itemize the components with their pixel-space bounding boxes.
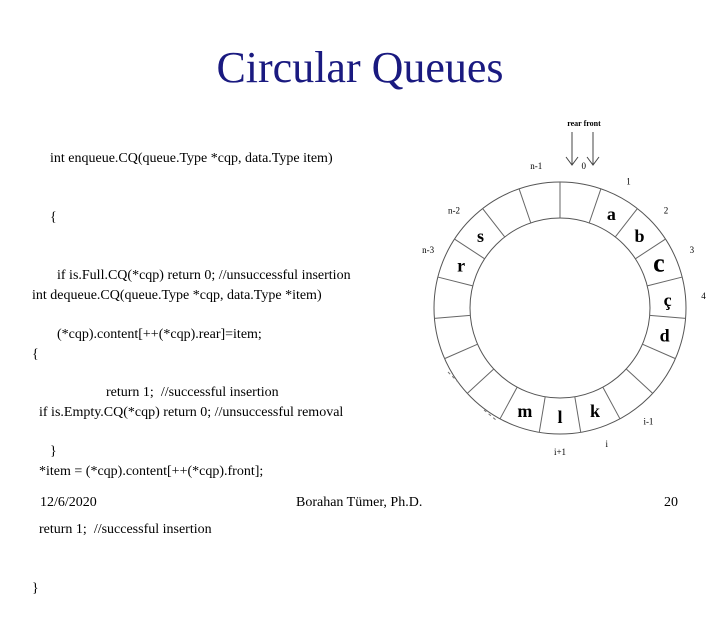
slot-content: d: [659, 325, 670, 346]
slot-index-label: n-3: [422, 245, 435, 256]
code-line: if is.Empty.CQ(*cqp) return 0; //unsuccessful removal: [32, 405, 344, 420]
slot-index-label: i: [605, 439, 609, 450]
footer-author: Borahan Tümer, Ph.D.: [296, 495, 423, 510]
slot-divider: [500, 387, 517, 419]
slot-content: b: [634, 225, 645, 246]
code-line: {: [50, 209, 57, 225]
footer-date: 12/6/2020: [40, 495, 97, 510]
slot-divider: [483, 209, 505, 237]
slot-content: l: [557, 407, 563, 427]
slot-content: c: [653, 248, 665, 278]
slot-content: k: [590, 401, 601, 422]
code-line: (*cqp).content[++(*cqp).rear]=item;: [50, 326, 262, 342]
code-line: int enqueue.CQ(queue.Type *cqp, data.Type item): [50, 151, 333, 166]
slot-index-label: 4: [701, 291, 706, 302]
slot-divider: [650, 315, 686, 318]
code-line: if is.Full.CQ(*cqp) return 0; //unsuccessful insertion: [50, 268, 351, 283]
slot-index-label: n-1: [530, 160, 543, 171]
ring-outer: [434, 182, 686, 434]
slot-divider: [445, 344, 478, 358]
slide-title: Circular Queues: [216, 43, 504, 92]
slot-divider: [603, 387, 620, 419]
rear-front-label: rear front: [567, 119, 601, 128]
slot-divider: [434, 315, 470, 318]
slot-index-label: n-2: [448, 205, 461, 216]
code-line: }: [50, 443, 57, 459]
slot-divider: [575, 397, 581, 433]
slot-content: m: [517, 401, 533, 422]
slot-divider: [626, 369, 652, 393]
slot-content: s: [477, 225, 485, 246]
slot-index-label: 2: [663, 205, 669, 216]
slot-content: r: [457, 255, 466, 276]
ring-inner: [470, 218, 650, 398]
slot-index-label: 3: [689, 245, 695, 256]
code-line: *item = (*cqp).content[++(*cqp).front];: [32, 463, 264, 479]
slot-divider: [589, 189, 601, 223]
ellipsis-dash: [448, 372, 460, 384]
code-line: return 1; //successful insertion: [50, 385, 279, 400]
footer-page-number: 20: [664, 495, 678, 510]
slot-index-label: i+1: [553, 447, 567, 457]
slot-divider: [642, 344, 675, 358]
slot-divider: [467, 369, 493, 393]
slot-index-label: i-1: [643, 416, 654, 427]
slot-index-label: 1: [626, 176, 631, 187]
code-line: }: [32, 580, 39, 596]
slot-divider: [647, 277, 682, 286]
code-line: return 1; //successful insertion: [32, 522, 212, 537]
code-line: int dequeue.CQ(queue.Type *cqp, data.Type *item): [32, 288, 322, 303]
code-line: {: [32, 346, 39, 362]
slot-divider: [519, 189, 531, 223]
slot-content: ç: [663, 290, 672, 311]
slot-content: a: [606, 204, 616, 225]
slot-divider: [438, 277, 473, 286]
slot-divider: [539, 397, 545, 433]
slot-index-label: 0: [581, 160, 586, 171]
